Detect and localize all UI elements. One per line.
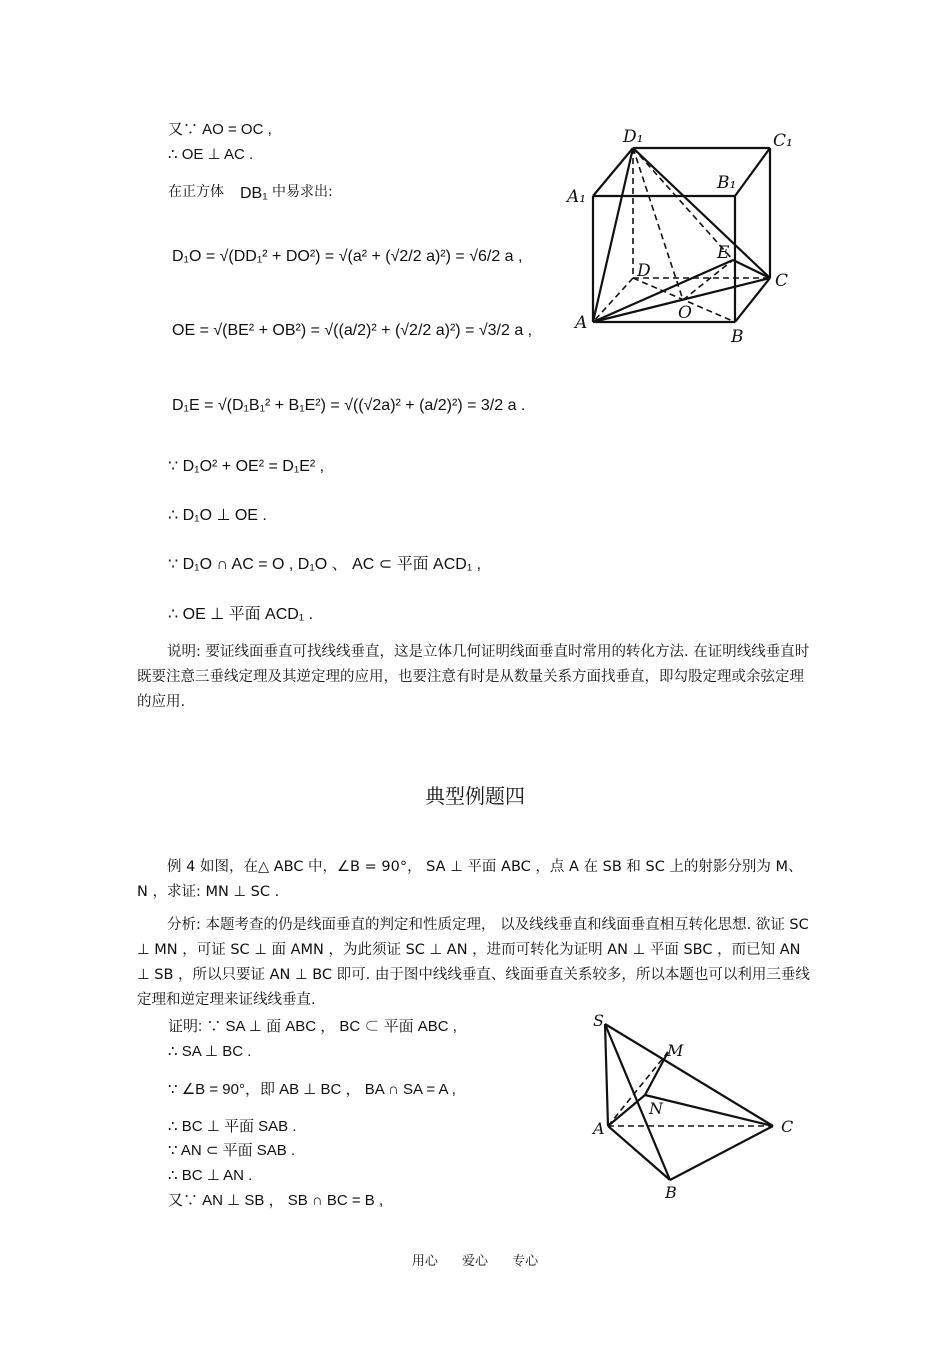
tri-label-b: B: [665, 1183, 677, 1202]
pyramid-figure: [585, 1010, 805, 1205]
cube-label-b: B: [731, 327, 744, 347]
cube-label-d: D: [637, 261, 651, 281]
section-title: 典型例题四: [425, 784, 525, 808]
proof-line-7: ∵ D₁O² + OE² = D₁E² ,: [168, 458, 325, 475]
tri-label-a: A: [593, 1119, 605, 1138]
proof-line-3b: DB₁: [240, 185, 268, 202]
proof4-line-6: ∴ BC ⊥ AN .: [168, 1167, 253, 1184]
cube-label-d1: D₁: [623, 127, 644, 147]
cube-figure: [565, 120, 805, 350]
equation-d1o: D₁O = √(DD₁² + DO²) = √(a² + (√2/2 a)²) = √6/2 a ,: [172, 248, 523, 265]
cube-label-o: O: [678, 303, 692, 323]
proof-line-8: ∴ D₁O ⊥ OE .: [168, 507, 267, 524]
cube-label-e: E: [717, 243, 730, 263]
example4-analysis: 分析: 本题考查的仍是线面垂直的判定和性质定理， 以及线线垂直和线面垂直相互转化思想. 欲证 SC ⊥ MN ，可证 SC ⊥ 面 AMN ，为此须证 SC ⊥ AN ，进而可转化为证明 AN ⊥ 平面 SBC ，而已知 AN ⊥ SB ，所以只要证 AN ⊥ BC 即可. 由于图中线线垂直、线面垂直关系较多，所以本题也可以利用三垂线定理和逆定理来证线线垂直.: [137, 917, 810, 1008]
equation-d1e: D₁E = √(D₁B₁² + B₁E²) = √((√2a)² + (a/2)²) = 3/2 a .: [172, 397, 526, 414]
proof-line-10: ∴ OE ⊥ 平面 ACD₁ .: [168, 606, 314, 623]
cube-label-a1: A₁: [567, 187, 587, 207]
proof-line-2: ∴ OE ⊥ AC .: [168, 146, 254, 163]
cube-label-a: A: [575, 313, 588, 333]
proof4-line-5: ∵ AN ⊂ 平面 SAB .: [168, 1142, 296, 1159]
proof-line-1: 又∵ AO = OC ,: [168, 121, 272, 138]
cube-label-c1: C₁: [773, 131, 793, 151]
proof4-line-1: 证明: ∵ SA ⊥ 面 ABC ， BC ⊂ 平面 ABC ,: [168, 1018, 457, 1035]
proof-line-3a: 在正方体: [168, 184, 224, 200]
cube-label-c: C: [775, 271, 789, 291]
proof4-line-7: 又∵ AN ⊥ SB ， SB ∩ BC = B ,: [168, 1192, 384, 1209]
equation-oe: OE = √(BE² + OB²) = √((a/2)² + (√2/2 a)²) = √3/2 a ,: [172, 322, 533, 339]
tri-label-n: N: [649, 1099, 663, 1118]
tri-label-m: M: [667, 1041, 684, 1060]
note-paragraph: 说明: 要证线面垂直可找线线垂直，这是立体几何证明线面垂直时常用的转化方法. 在证明线线垂直时既要注意三垂线定理及其逆定理的应用，也要注意有时是从数量关系方面找垂直，即勾股定理或余弦定理的应用.: [137, 644, 810, 710]
proof-line-3c: 中易求出:: [272, 184, 333, 200]
example4-statement: 例 4 如图，在△ ABC 中，∠B = 90°， SA ⊥ 平面 ABC ，点 A 在 SB 和 SC 上的射影分别为 M、 N ，求证: MN ⊥ SC .: [137, 859, 803, 900]
tri-label-c: C: [781, 1117, 794, 1136]
proof4-line-2: ∴ SA ⊥ BC .: [168, 1043, 252, 1060]
proof4-line-3: ∵ ∠B = 90°，即 AB ⊥ BC ， BA ∩ SA = A ,: [168, 1081, 456, 1098]
page-footer: 用心 爱心 专心: [411, 1254, 539, 1269]
proof-line-9: ∵ D₁O ∩ AC = O , D₁O 、 AC ⊂ 平面 ACD₁ ,: [168, 556, 482, 573]
proof4-line-4: ∴ BC ⊥ 平面 SAB .: [168, 1118, 297, 1135]
cube-label-b1: B₁: [717, 173, 737, 193]
tri-label-s: S: [593, 1011, 604, 1030]
